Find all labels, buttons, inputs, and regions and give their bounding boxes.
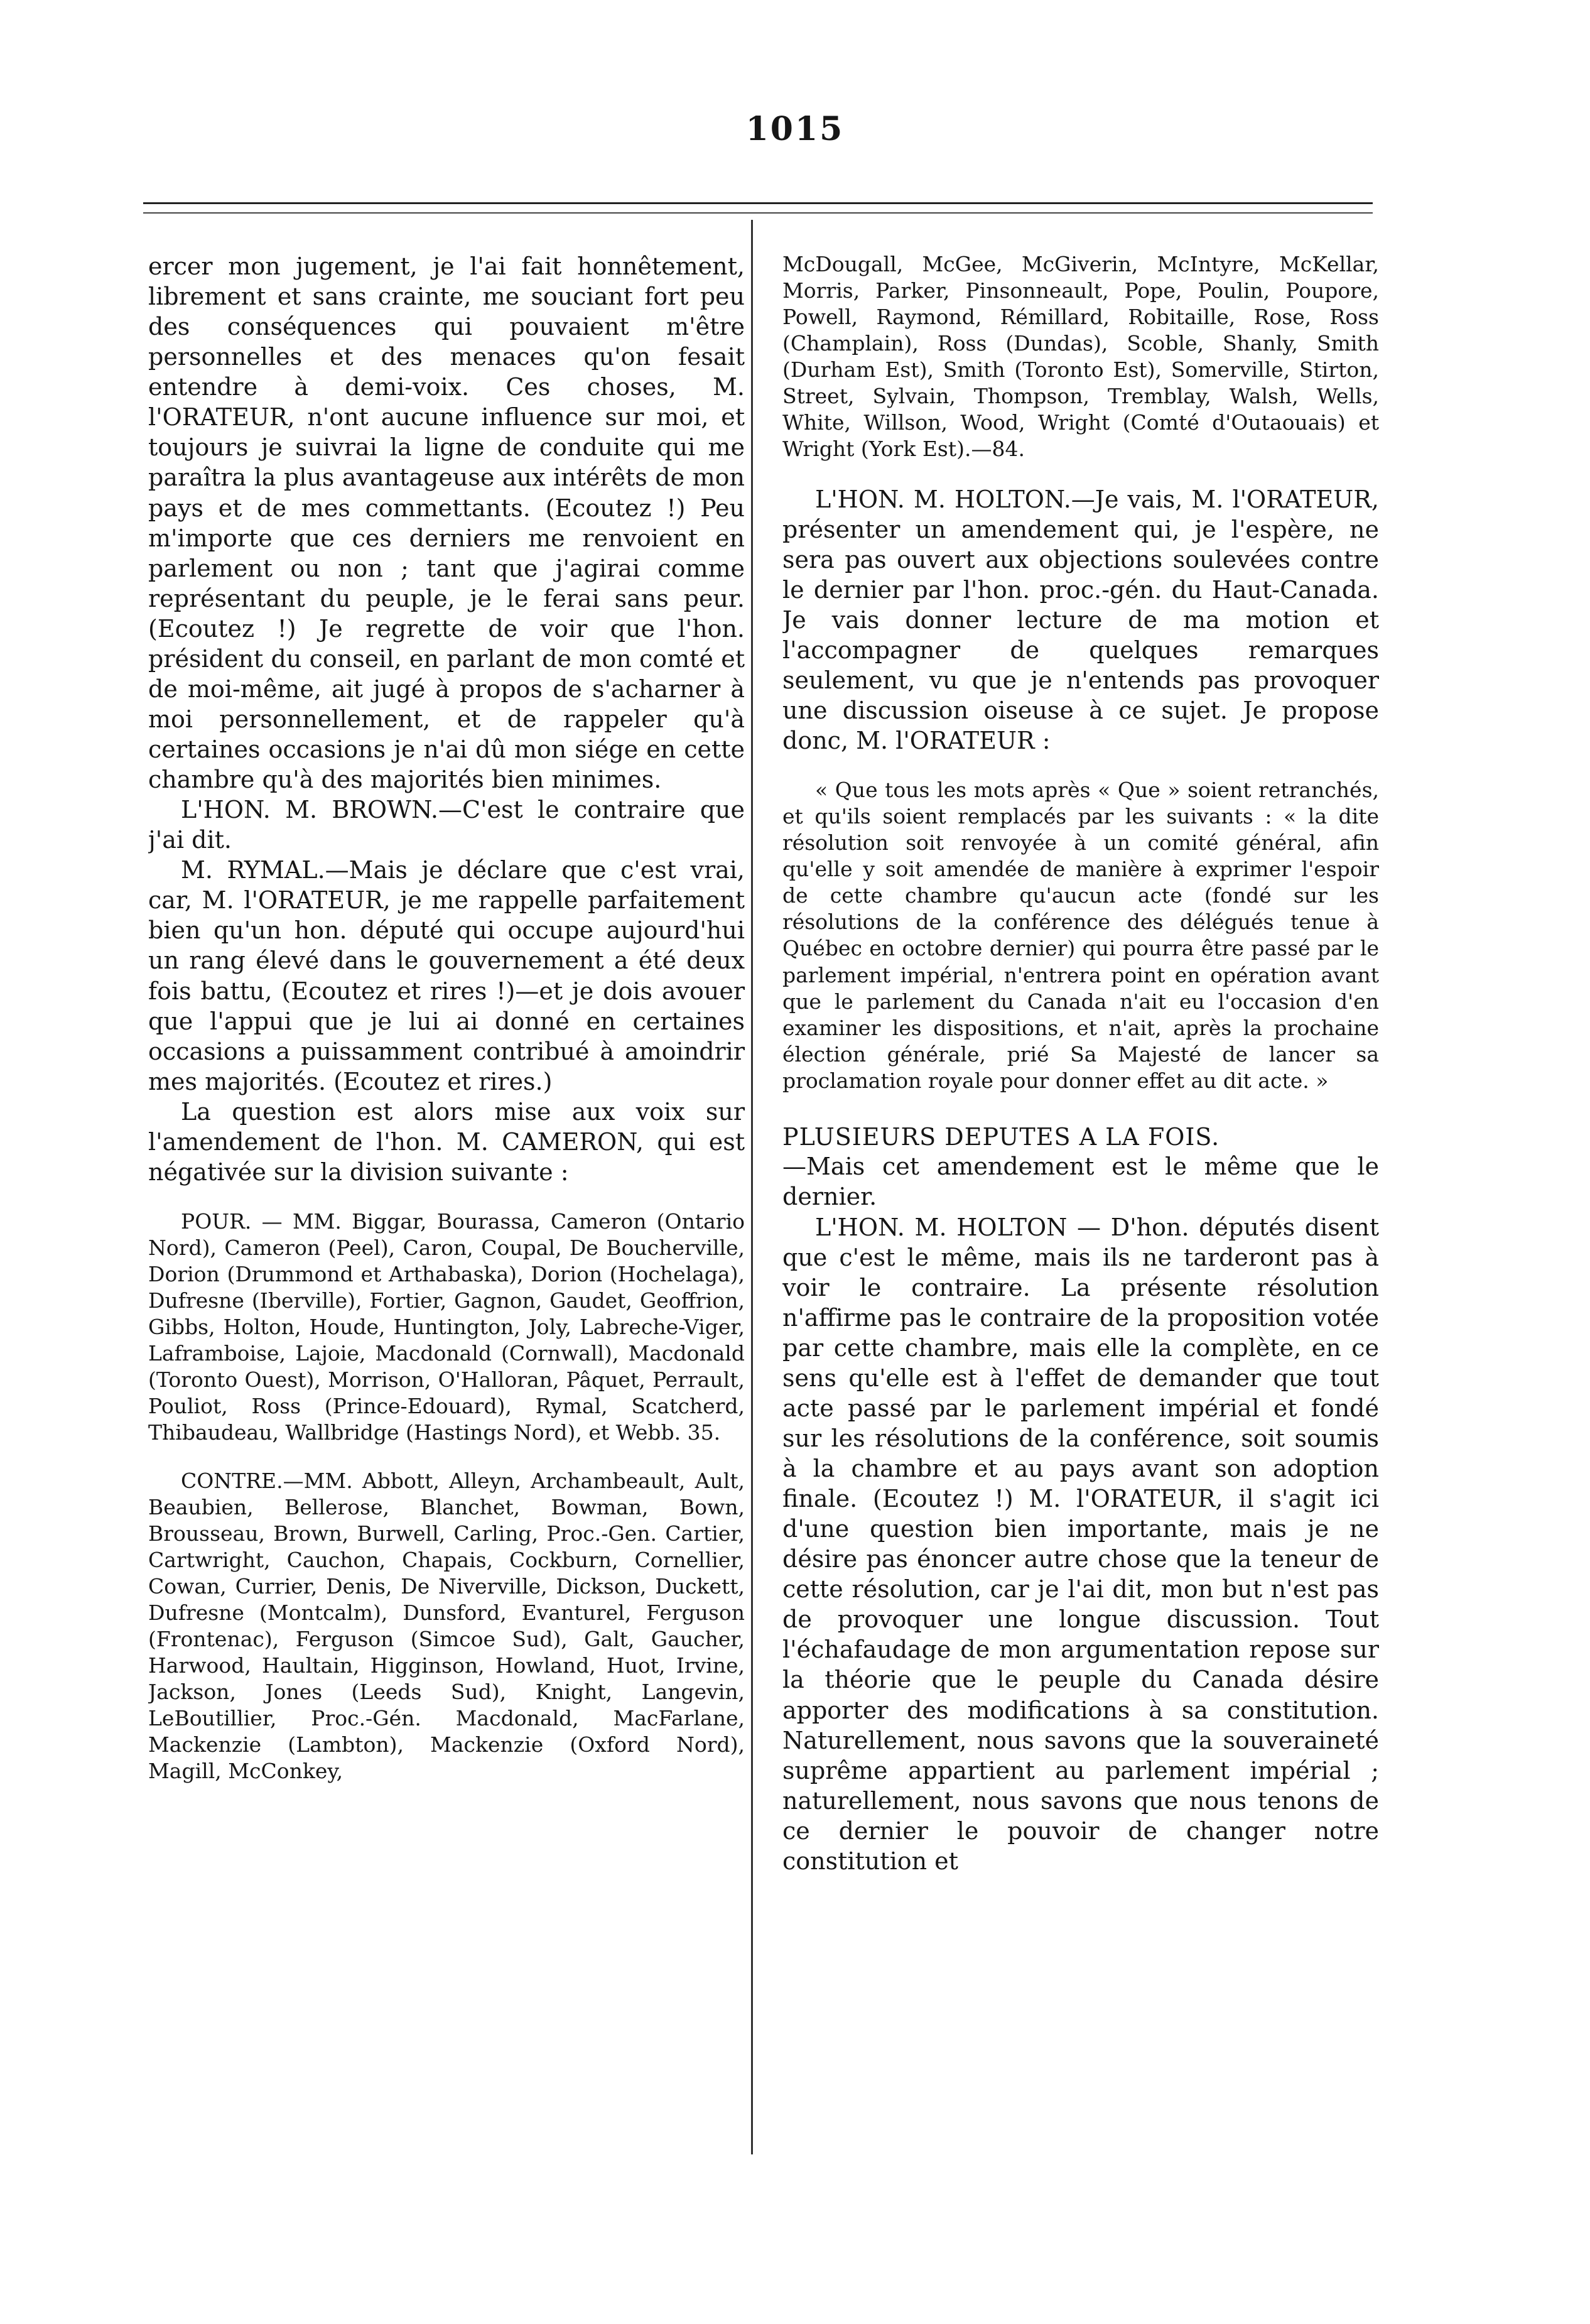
vote-list-contre: CONTRE.—MM. Abbott, Alleyn, Archambeault, Ault, Beaubien, Bellerose, Blanchet, Bowman, Bown, Brousseau, Brown, Burwell, Carling, Proc.-Gen. Cartier, Cartwright, Cauchon, Chapais, Cockburn, Cornellier, Cowan, Currier, Denis, De Niverville, Dickson, Duckett, Dufresne (Montcalm), Dunsford, Evanturel, Ferguson (Frontenac), Ferguson (Simcoe Sud), Galt, Gaucher, Harwood, Haultain, Higginson, Howland, Huot, Irvine, Jackson, Jones (Leeds Sud), Knight, Langevin, LeBoutillier, Proc.-Gén. Macdonald, MacFarlane, Mackenzie (Lambton), Mackenzie (Oxford Nord), Magill, McConkey, <box>148 1468 745 1784</box>
section-heading: PLUSIEURS DEPUTES A LA FOIS. <box>782 1122 1220 1151</box>
column-divider <box>751 220 753 2154</box>
header-rule-secondary <box>143 212 1373 214</box>
paragraph-rymal: M. RYMAL.—Mais je déclare que c'est vrai, car, M. l'ORATEUR, je me rappelle parfaitement bien qu'un hon. député qui occupe aujourd'hui un rang élevé dans le gouvernement a été deux fois battu, (Ecoutez et rires !)—et je dois avouer que l'appui que je lui ai donné en certaines occasions a puissamment contribué à amoindrir mes majorités. (Ecoutez et rires.) <box>148 856 745 1095</box>
paragraph-brown: L'HON. M. BROWN.—C'est le contraire que j'ai dit. <box>148 796 745 854</box>
page-number: 1015 <box>745 110 845 148</box>
vote-list-pour: POUR. — MM. Biggar, Bourassa, Cameron (Ontario Nord), Cameron (Peel), Caron, Coupal, De Boucherville, Dorion (Drummond et Arthabaska), Dorion (Hochelaga), Dufresne (Iberville), Fortier, Gagnon, Gaudet, Geoffrion, Gibbs, Holton, Houde, Huntington, Joly, Labreche-Viger, Laframboise, Lajoie, Macdonald (Cornwall), Macdonald (Toronto Ouest), Morrison, O'Halloran, Pâquet, Perrault, Pouliot, Ross (Prince-Edouard), Rymal, Scatcherd, Thibaudeau, Wallbridge (Hastings Nord), et Webb. 35. <box>148 1208 745 1445</box>
right-column <box>782 251 1379 2136</box>
paragraph-objection: —Mais cet amendement est le même que le dernier. <box>782 1153 1379 1211</box>
paragraph-continuation: ercer mon jugement, je l'ai fait honnêtement, librement et sans crainte, me souciant fort peu des conséquences qui pouvaient m'être personnelles et des menaces qu'on fesait entendre à demi-voix. Ces choses, M. l'ORATEUR, n'ont aucune influence sur moi, et toujours je suivrai la ligne de conduite qui me paraîtra la plus avantageuse aux intérêts de mon pays et de mes commettants. (Ecoutez !) Peu m'importe que ces derniers me renvoient en parlement ou non ; tant que j'agirai comme représentant du peuple, je le ferai sans peur. (Ecoutez !) Je regrette de voir que l'hon. président du conseil, en parlant de mon comté et de moi-même, ait jugé à propos de s'acharner à moi personnellement, et de rappeler qu'à certaines occasions je n'ai dû mon siége en cette chambre qu'à des majorités bien minimes. <box>148 252 745 794</box>
paragraph-vote-intro: La question est alors mise aux voix sur l'amendement de l'hon. M. CAMERON, qui est négativée sur la division suivante : <box>148 1097 745 1186</box>
paragraph-holton-reply: L'HON. M. HOLTON — D'hon. députés disent que c'est le même, mais ils ne tarderont pas à voir le contraire. La présente résolution n'affirme pas le contraire de la proposition votée par cette chambre, mais elle la complète, en ce sens qu'elle est à l'effet de demander que tout acte passé par le parlement impérial et fondé sur les résolutions de la conférence, soit soumis à la chambre et au pays avant son adoption finale. (Ecoutez !) M. l'ORATEUR, il s'agit ici d'une question bien importante, mais je ne désire pas énoncer autre chose que la teneur de cette résolution, car je l'ai dit, mon but n'est pas de provoquer une longue discussion. Tout l'échafaudage de mon argumentation repose sur la théorie que le peuple du Canada désire apporter des modifications à sa constitution. Naturellement, nous savons que la souveraineté suprême appartient au parlement impérial ; naturellement, nous savons que nous tenons de ce dernier le pouvoir de changer notre constitution et <box>782 1213 1379 1875</box>
paragraph-holton-motion: L'HON. M. HOLTON.—Je vais, M. l'ORATEUR, présenter un amendement qui, je l'espère, ne sera pas ouvert aux objections soulevées contre le dernier par l'hon. proc.-gén. du Haut-Canada. Je vais donner lecture de ma motion et l'accompagner de quelques remarques seulement, vu que je n'entends pas provoquer une discussion oiseuse à ce sujet. Je propose donc, M. l'ORATEUR : <box>782 485 1379 754</box>
header-rule <box>143 202 1373 204</box>
motion-quote: « Que tous les mots après « Que » soient retranchés, et qu'ils soient remplacés par les suivants : « la dite résolution soit renvoyée à un comité général, afin qu'elle y soit amendée de manière à exprimer l'espoir de cette chambre qu'aucun acte (fondé sur les résolutions de la conférence des délégués tenue à Québec en octobre dernier) qui pourra être passé par le parlement impérial, n'entrera point en opération avant que le parlement du Canada n'ait eu l'occasion d'en examiner les dispositions, et n'ait, après la prochaine élection générale, prié Sa Majesté de lancer sa proclamation royale pour donner effet au dit acte. » <box>782 778 1379 1093</box>
vote-list-contre-continued: McDougall, McGee, McGiverin, McIntyre, McKellar, Morris, Parker, Pinsonneault, Pope, Poulin, Poupore, Powell, Raymond, Rémillard, Robitaille, Rose, Ross (Champlain), Ross (Dundas), Scoble, Shanly, Smith (Durham Est), Smith (Toronto Est), Somerville, Stirton, Street, Sylvain, Thompson, Tremblay, Walsh, Wells, White, Willson, Wood, Wright (Comté d'Outaouais) et Wright (York Est).—84. <box>782 252 1379 462</box>
left-column <box>148 251 745 2136</box>
